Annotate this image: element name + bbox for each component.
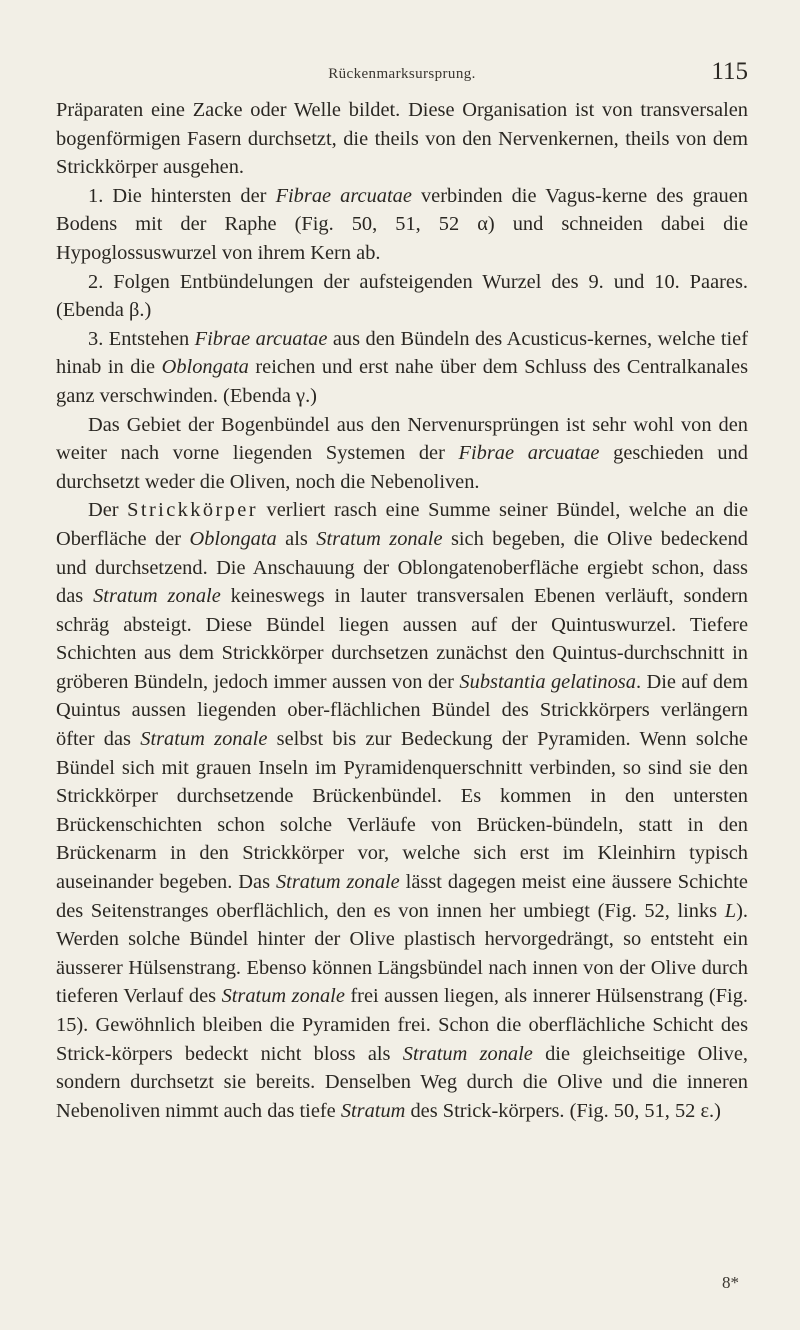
text-run: als [276,527,317,550]
italic-term: Fibrae arcuatae [458,442,600,465]
text-run: . Die auf dem Quintus aussen liegenden ober-flächlichen Bündel des Strickkörpers verlängern öfter das [56,670,749,751]
paragraph [56,496,748,1125]
text-run: lässt dagegen meist eine äussere Schichte des Seitenstranges oberflächlich, den es von innen her umbiegt (Fig. 52, links [56,871,748,922]
paragraph [56,411,748,497]
paragraph [56,325,748,411]
italic-term: Oblongata [189,527,277,550]
body-text [56,96,748,1125]
text-run: keineswegs in lauter transversalen Ebenen verläuft, sondern schräg absteigt. Diese Bündel liegen aussen auf der Quintuswurzel. Tiefere Schichten aus dem Strickkörper durchsetzen zunächst den Quintus-durchschnitt in gröberen Bündeln, jedoch immer aussen von der [56,585,749,693]
text-run: 1. Die hintersten der [88,184,276,207]
italic-term: Fibrae arcuatae [194,327,328,350]
italic-term: Stratum zonale [316,527,443,550]
paragraph [56,96,748,182]
text-run: verliert rasch eine Summe seiner Bündel, welche an die Oberfläche der [56,499,748,550]
italic-term: Stratum zonale [140,728,268,751]
text-run: 2. Folgen Entbündelungen der aufsteigenden Wurzel des 9. und 10. Paares. (Ebenda β.) [56,270,748,322]
signature-mark: 8* [722,1273,739,1292]
text-run: ). Werden solche Bündel hinter der Olive plastisch hervorgedrängt, so entsteht ein äusserer Hülsenstrang. Ebenso können Längsbündel nach innen von der Olive durch tieferen Verlauf des [56,899,748,1008]
italic-term: Stratum zonale [221,985,345,1008]
italic-term: Stratum zonale [402,1042,533,1065]
text-run: geschieden und durchsetzt weder die Oliven, noch die Nebenoliven. [56,442,748,493]
page-header [56,58,748,98]
italic-term: Stratum zonale [275,871,400,894]
text-run: aus den Bündeln des Acusticus-kernes, welche tief hinab in die [56,327,748,379]
spaced-term: Strickkörper [127,499,258,522]
text-run: die gleichseitige Olive, sondern durchsetzt sie bereits. Denselben Weg durch die Olive und die inneren Nebenoliven nimmt auch das tiefe [56,1042,749,1122]
italic-term: L [724,899,737,922]
running-head: Rückenmarksursprung. [328,66,476,82]
text-run: Präparaten eine Zacke oder Welle bildet. Diese Organisation ist von transversalen bogenförmigen Fasern durchsetzt, die theils von den Nervenkernen, theils von dem Strickkörper ausgehen. [56,99,748,179]
italic-term: Substantia gelatinosa [459,670,636,693]
text-run: Der [88,499,128,522]
paragraph [56,268,748,325]
page-number: 115 [711,58,748,85]
italic-term: Stratum [340,1099,406,1122]
text-run: sich begeben, die Olive bedeckend und durchsetzend. Die Anschauung der Oblongatenoberfläche ergiebt schon, dass das [56,527,748,608]
text-run: verbinden die Vagus-kerne des grauen Bodens mit der Raphe (Fig. 50, 51, 52 α) und schneiden dabei die Hypoglossuswurzel von ihrem Kern ab. [56,184,749,264]
text-run: reichen und erst nahe über dem Schluss des Centralkanales ganz verschwinden. (Ebenda γ.) [56,356,748,407]
text-run: selbst bis zur Bedeckung der Pyramiden. Wenn solche Bündel sich mit grauen Inseln im Pyramidenquerschnitt verbinden, so sind sie den Strickkörper durchsetzende Brückenbündel. Es kommen in den untersten Brückenschichten schon solche Verläufe von Brücken-bündeln, statt in den Brückenarm in den Strickkörper vor, welche sich erst im Kleinhirn typisch auseinander begeben. Das [56,728,748,894]
text-run: des Strick-körpers. (Fig. 50, 51, 52 ε.) [405,1099,721,1122]
text-run: Das Gebiet der Bogenbündel aus den Nervenursprüngen ist sehr wohl von den weiter nach vorne liegenden Systemen der [56,413,748,465]
text-run: frei aussen liegen, als innerer Hülsenstrang (Fig. 15). Gewöhnlich bleiben die Pyramiden frei. Schon die oberflächliche Schicht des Strick-körpers bedeckt nicht bloss als [56,985,748,1065]
italic-term: Fibrae arcuatae [275,184,412,207]
text-run: 3. Entstehen [88,327,195,350]
italic-term: Stratum zonale [93,585,221,608]
paragraph [56,182,748,268]
italic-term: Oblongata [161,356,249,379]
